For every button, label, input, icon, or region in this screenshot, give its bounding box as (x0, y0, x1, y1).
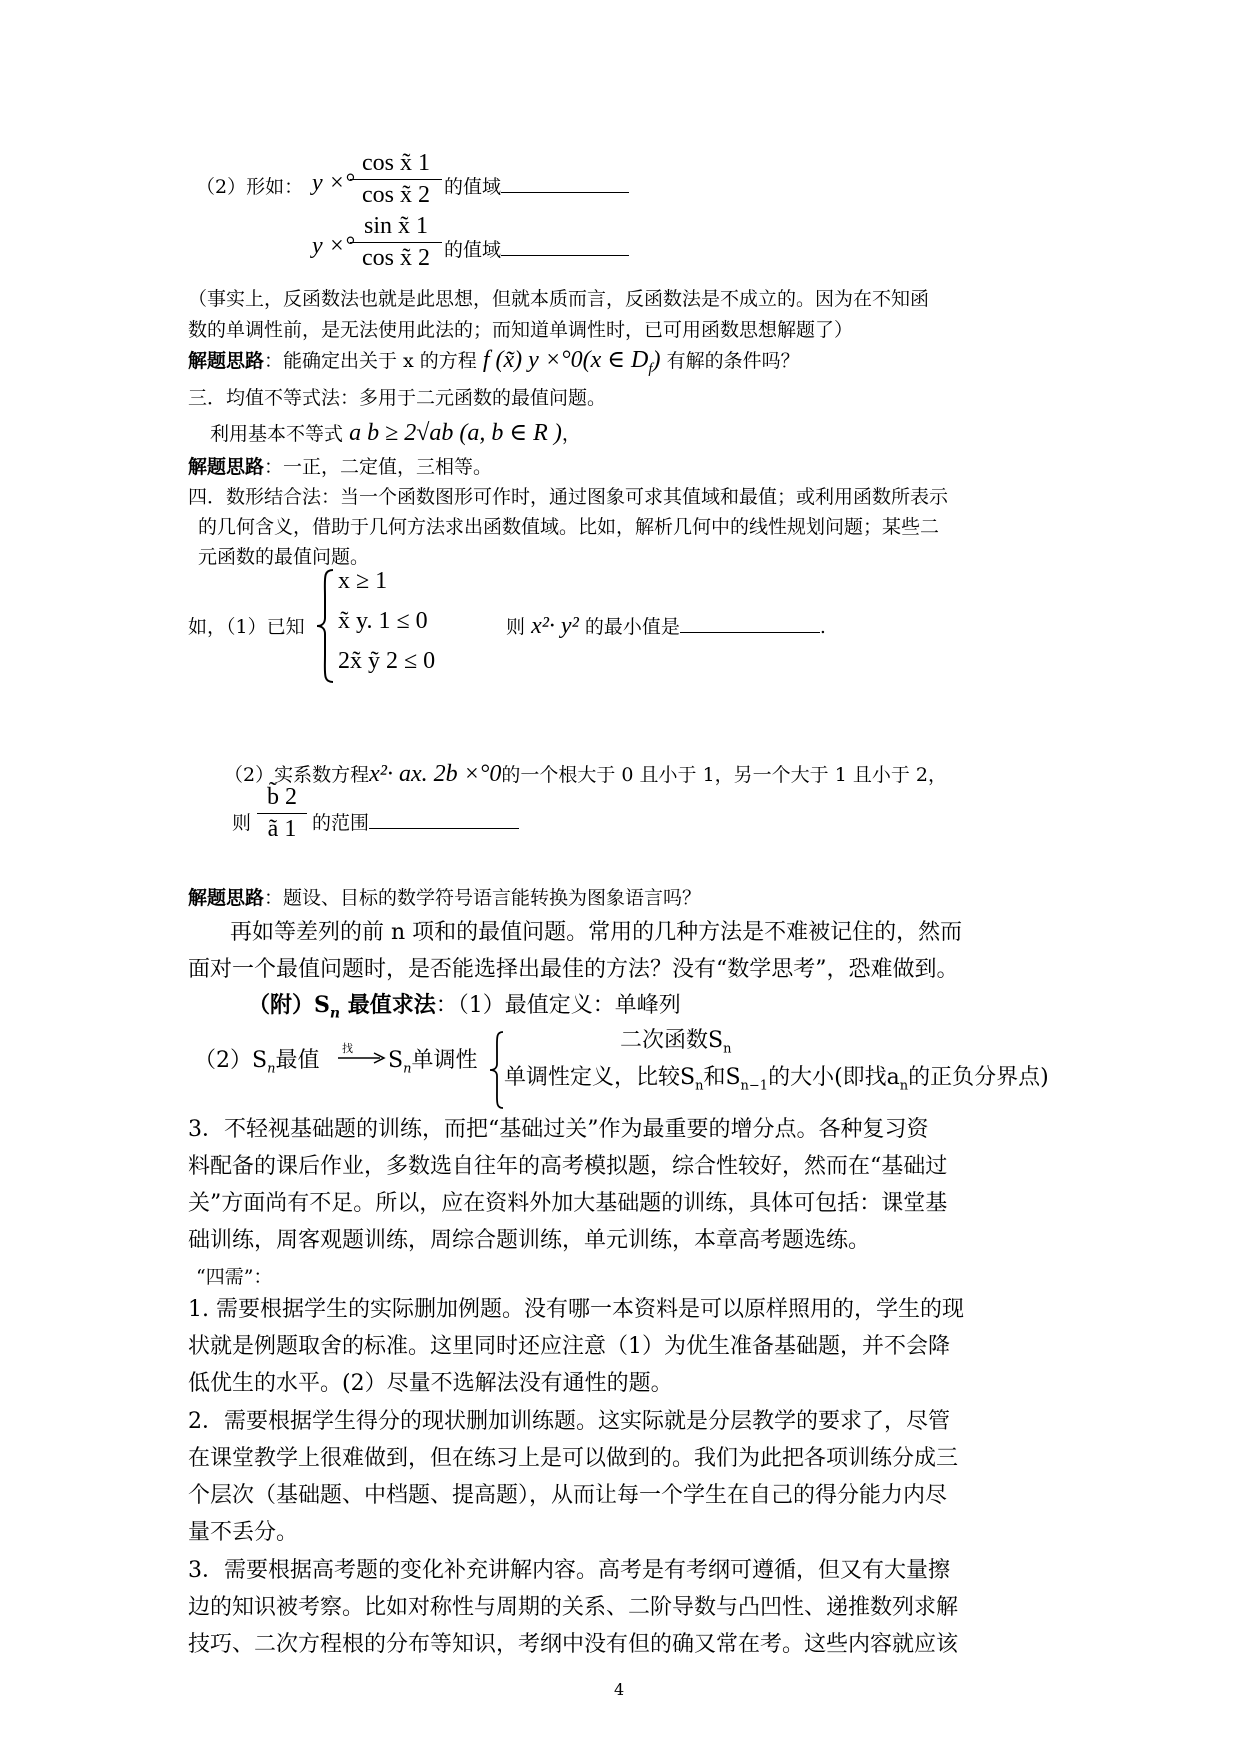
system-brace (315, 568, 337, 684)
hint-label: 解题思路 (188, 887, 265, 909)
answer-blank[interactable] (680, 612, 820, 633)
need-3-line-1: 3．需要根据高考题的变化补充讲解内容。高考是有考纲可遵循，但又有大量擦 (188, 1558, 950, 1583)
need-1-line-3: 低优生的水平。(2）尽量不选解法没有通性的题。 (188, 1371, 673, 1396)
example-2-line: （2）实系数方程x²· ax. 2b ×°0的一个根大于 0 且小于 1，另一个大于 1 且小于 2， (224, 761, 947, 787)
hint-1: 解题思路：能确定出关于 x 的方程 f (x̃) y ×°0(x ∈ $D_f$) 有解的条件吗？ (188, 347, 800, 377)
para-3-line-2: 料配备的课后作业，多数选自往年的高考模拟题，综合性较好，然而在“基础过 (188, 1154, 948, 1179)
section-4-line-2: 的几何含义，借助于几何方法求出函数值域。比如，解析几何中的线性规划问题；某些二 (198, 516, 940, 538)
section-4-line-3: 元函数的最值问题。 (198, 546, 370, 568)
hint-2: 解题思路：一正，二定值，三相等。 (188, 456, 493, 478)
page-number: 4 (614, 1680, 625, 1699)
appendix-line-2: $(2)S_n$最值 (194, 1048, 320, 1077)
hint-3: 解题思路：题设、目标的数学符号语言能转换为图象语言吗？ (188, 887, 702, 909)
para-3-line-1: 3．不轻视基础题的训练，而把“基础过关”作为最重要的增分点。各种复习资 (188, 1117, 929, 1142)
need-1-line-2: 状就是例题取舍的标准。这里同时还应注意（1）为优生准备基础题，并不会降 (188, 1334, 950, 1359)
section-4-line-1: 四．数形结合法：当一个函数图形可作时，通过图象可求其值域和最值；或利用函数所表示 (188, 486, 949, 508)
inequality-line: 利用基本不等式 a b ≥ 2√ab (a, b ∈ R )， (210, 420, 581, 446)
appendix-title: （附）$S_n$ 最值求法：（1）最值定义：单峰列 (248, 992, 681, 1022)
answer-blank[interactable] (501, 235, 629, 256)
note-line-2: 数的单调性前，是无法使用此法的；而知道单调性时，已可用函数思想解题了） (188, 319, 854, 341)
ex2-numerator: b̃ 2 (267, 784, 297, 810)
four-needs-title: “四需”： (196, 1266, 273, 1288)
target-expr: x²· y² (531, 613, 579, 639)
arrow-label: 找 (342, 1042, 353, 1055)
need-2-line-2: 在课堂教学上很难做到，但在练习上是可以做到的。我们为此把各项训练分成三 (188, 1446, 959, 1471)
need-2-line-4: 量不丢分。 (188, 1520, 299, 1545)
hint-equation: f (x̃) y ×°0(x ∈ $D_f$) (482, 347, 661, 377)
hint-label: 解题思路 (188, 456, 265, 478)
ex2-denominator: ã 1 (267, 816, 297, 842)
eq2-fraction (350, 213, 442, 272)
right-arrow-icon (338, 1052, 386, 1064)
answer-blank[interactable] (369, 808, 519, 829)
example-2-equation: x²· ax. 2b ×°0 (369, 761, 502, 787)
example-1-prefix: 如，（1）已知 (188, 616, 305, 638)
eq1-fraction (350, 150, 442, 209)
example-2-range: 的范围 (312, 808, 519, 835)
para-3-line-4: 础训练，周客观题训练，周综合题训练，单元训练，本章高考题选练。 (188, 1228, 871, 1253)
eq1-suffix: 的值域 (444, 172, 629, 199)
eq2-lhs: y ×° (312, 233, 355, 259)
example-2-then: 则 (232, 812, 252, 834)
case-quadratic: 二次函数$S_n$ (620, 1028, 732, 1057)
inequality-expr: a b ≥ 2√ab (a, b ∈ R ) (349, 420, 562, 446)
eq1-denominator: cos x̃ 2 (362, 182, 430, 208)
condition-3: 2x̃ ỹ 2 ≤ 0 (338, 648, 436, 674)
example-1-then: 则 x²· y² 的最小值是 . (506, 613, 826, 639)
section-3-title: 三．均值不等式法：多用于二元函数的最值问题。 (188, 387, 607, 409)
need-2-line-3: 个层次（基础题、中档题、提高题），从而让每一个学生在自己的得分能力内尽 (188, 1483, 948, 1508)
answer-blank[interactable] (501, 172, 629, 193)
condition-2: x̃ y. 1 ≤ 0 (338, 608, 428, 634)
condition-1: x ≥ 1 (338, 568, 388, 594)
para-1-line-1: 再如等差列的前 n 项和的最值问题。常用的几种方法是不难被记住的，然而 (230, 920, 963, 945)
para-3-line-3: 关”方面尚有不足。所以，应在资料外加大基础题的训练，具体可包括：课堂基 (188, 1191, 948, 1216)
need-3-line-3: 技巧、二次方程根的分布等知识，考纲中没有但的确又常在考。这些内容就应该 (188, 1632, 959, 1657)
appendix-mono: $S_n$单调性 (388, 1048, 478, 1077)
eq1-numerator: cos x̃ 1 (362, 150, 430, 176)
eq2-numerator: sin x̃ 1 (363, 213, 428, 239)
note-line-1: （事实上，反函数法也就是此思想，但就本质而言，反函数法是不成立的。因为在不知函 (188, 288, 930, 310)
case-monotonic: 单调性定义，比较$S_n$和$S_{n-1}$的大小(即找$a_n$的正负分界点) (504, 1065, 1049, 1094)
para-1-line-2: 面对一个最值问题时，是否能选择出最佳的方法？没有“数学思考”，恐难做到。 (188, 957, 959, 982)
eq2-denominator: cos x̃ 2 (362, 245, 430, 271)
example-2-fraction (257, 784, 307, 843)
eq2-suffix: 的值域 (444, 235, 629, 262)
hint-label: 解题思路 (188, 350, 265, 372)
need-1-line-1: 1. 需要根据学生的实际删加例题。没有哪一本资料是可以原样照用的，学生的现 (188, 1297, 964, 1322)
form-prefix: （2）形如： (196, 176, 304, 198)
eq1-lhs: y ×° (312, 170, 355, 196)
need-2-line-1: 2．需要根据学生得分的现状删加训练题。这实际就是分层教学的要求了，尽管 (188, 1409, 950, 1434)
need-3-line-2: 边的知识被考察。比如对称性与周期的关系、二阶导数与凸凹性、递推数列求解 (188, 1595, 959, 1620)
